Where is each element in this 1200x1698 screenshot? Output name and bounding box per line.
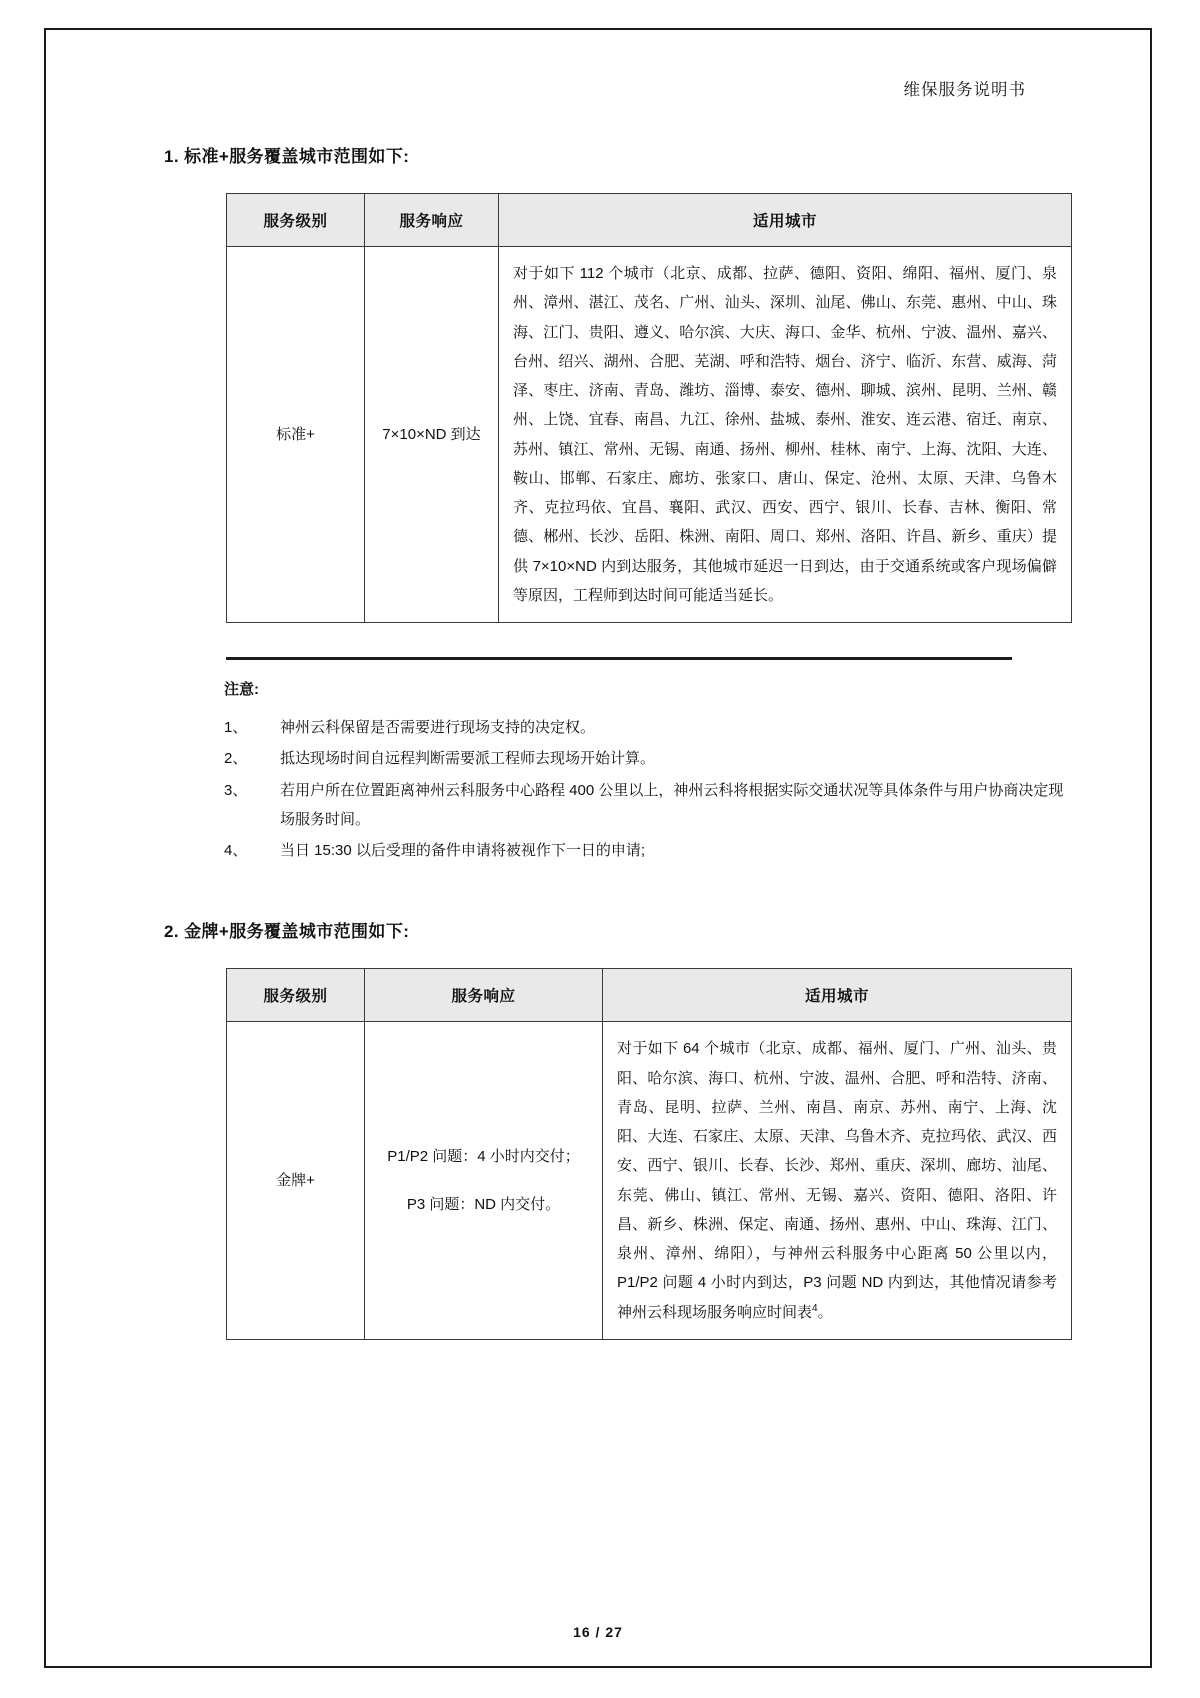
cell-applicable-cities [603, 1022, 1072, 1340]
column-header-applicable-cities: 适用城市 [499, 194, 1072, 247]
cell-service-level: 金牌+ [227, 1022, 365, 1340]
note-text: 神州云科保留是否需要进行现场支持的决定权。 [280, 719, 596, 736]
column-header-service-level: 服务级别 [227, 969, 365, 1022]
section-1-title: 1. 标准+服务覆盖城市范围如下: [164, 147, 410, 166]
note-item [224, 836, 1064, 865]
table-row [227, 247, 1072, 623]
notes-title: 注意: [224, 681, 259, 698]
note-item [224, 776, 1064, 835]
standard-plus-service-table [226, 193, 1072, 623]
note-number: 3、 [224, 781, 248, 799]
document-page [44, 28, 1152, 1668]
note-number: 1、 [224, 719, 248, 736]
cities-text: 对于如下 64 个城市（北京、成都、福州、厦门、广州、汕头、贵阳、哈尔滨、海口、杭州、宁波、温州、合肥、呼和浩特、济南、青岛、昆明、拉萨、兰州、南昌、南京、苏州、南宁、上海、沈阳、大连、石家庄、太原、天津、乌鲁木齐、克拉玛依、武汉、西安、西宁、银川、长春、长沙、郑州、重庆、深圳、廊坊、汕尾、东莞、佛山、镇江、常州、无锡、嘉兴、资阳、德阳、洛阳、许昌、新乡、株洲、保定、南通、扬州、惠州、中山、珠海、江门、泉州、漳州、绵阳），与神州云科服务中心距离 50 公里以内，P1/P2 问题 4 小时内到达，P3 问题 ND 内到达，其他情况请参考神州云科现场服务响应时间表 [617, 1040, 1057, 1321]
column-header-service-response: 服务响应 [365, 969, 603, 1022]
page-number: 16 / 27 [573, 1624, 623, 1640]
section-2-title: 2. 金牌+服务覆盖城市范围如下: [164, 922, 410, 942]
column-header-service-response: 服务响应 [365, 194, 499, 247]
gold-plus-service-table [226, 968, 1072, 1340]
table-row [227, 1022, 1072, 1340]
table-header-row [227, 969, 1072, 1022]
note-item [224, 744, 1064, 773]
note-item [224, 713, 1064, 742]
cell-service-level: 标准+ [227, 247, 365, 623]
note-text: 若用户所在位置距离神州云科服务中心路程 400 公里以上，神州云科将根据实际交通状况等具体条件与用户协商决定现场服务时间。 [280, 781, 1064, 828]
notes-block [224, 678, 1064, 865]
note-number: 4、 [224, 842, 248, 859]
cities-text-tail: 。 [817, 1303, 833, 1321]
response-line-p3: P3 问题：ND 内交付。 [406, 1195, 561, 1213]
footnote-marker: 4 [812, 1302, 818, 1314]
note-text: 抵达现场时间自远程判断需要派工程师去现场开始计算。 [280, 750, 656, 768]
cell-service-response: 7×10×ND 到达 [365, 247, 499, 623]
column-header-applicable-cities: 适用城市 [603, 969, 1072, 1022]
cell-service-response [365, 1022, 603, 1340]
document-header-title: 维保服务说明书 [903, 81, 1026, 99]
column-header-service-level: 服务级别 [227, 194, 365, 247]
notes-divider [226, 657, 1012, 660]
cell-applicable-cities: 对于如下 112 个城市（北京、成都、拉萨、德阳、资阳、绵阳、福州、厦门、泉州、漳州、湛江、茂名、广州、汕头、深圳、汕尾、佛山、东莞、惠州、中山、珠海、江门、贵阳、遵义、哈尔滨、大庆、海口、金华、杭州、宁波、温州、嘉兴、台州、绍兴、湖州、合肥、芜湖、呼和浩特、烟台、济宁、临沂、东营、威海、菏泽、枣庄、济南、青岛、潍坊、淄博、泰安、德州、聊城、滨州、昆明、兰州、赣州、上饶、宜春、南昌、九江、徐州、盐城、泰州、淮安、连云港、宿迁、南京、苏州、镇江、常州、无锡、南通、扬州、柳州、桂林、南宁、上海、沈阳、大连、鞍山、邯郸、石家庄、廊坊、张家口、唐山、保定、沧州、太原、天津、乌鲁木齐、克拉玛依、宜昌、襄阳、武汉、西安、西宁、银川、长春、吉林、衡阳、常德、郴州、长沙、岳阳、株洲、南阳、周口、郑州、洛阳、许昌、新乡、重庆）提供 7×10×ND 内到达服务，其他城市延迟一日到达，由于交通系统或客户现场偏僻等原因，工程师到达时间可能适当延长。 [499, 247, 1072, 623]
response-line-p1p2: P1/P2 问题：4 小时内交付； [387, 1148, 580, 1166]
note-text: 当日 15:30 以后受理的备件申请将被视作下一日的申请; [280, 842, 646, 859]
table-header-row [227, 194, 1072, 247]
note-number: 2、 [224, 750, 248, 768]
